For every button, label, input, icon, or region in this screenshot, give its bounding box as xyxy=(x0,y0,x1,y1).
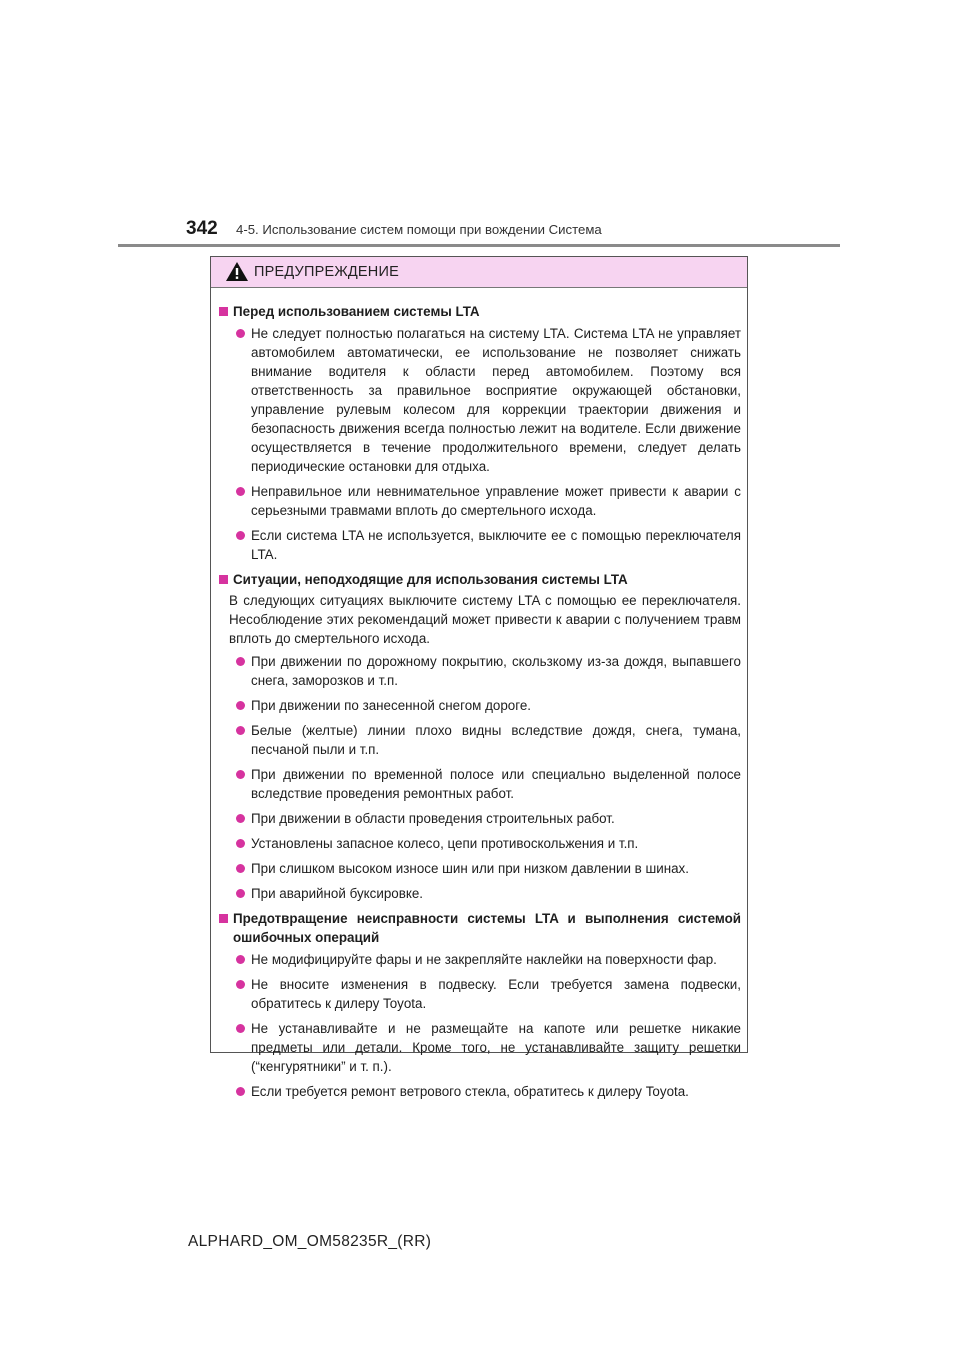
list-item xyxy=(236,809,741,828)
round-bullet-icon xyxy=(236,814,245,823)
round-bullet-icon xyxy=(236,531,245,540)
warning-section xyxy=(219,909,741,1101)
page-number: 342 xyxy=(186,218,218,239)
section-heading xyxy=(219,909,741,947)
list-item xyxy=(236,950,741,969)
list-item xyxy=(236,324,741,476)
list-item xyxy=(236,975,741,1013)
list-item xyxy=(236,652,741,690)
list-item-text: Если система LTA не используется, выключите ее с помощью переключателя LTA. xyxy=(251,528,741,562)
list-item xyxy=(236,721,741,759)
round-bullet-icon xyxy=(236,657,245,666)
warning-section xyxy=(219,570,741,903)
list-item-text: Не модифицируйте фары и не закрепляйте наклейки на поверхности фар. xyxy=(251,952,717,967)
round-bullet-icon xyxy=(236,864,245,873)
section-heading-text: Ситуации, неподходящие для использования системы LTA xyxy=(233,572,628,587)
list-item xyxy=(236,1082,741,1101)
square-bullet-icon xyxy=(219,575,228,584)
list-item xyxy=(236,526,741,564)
list-item-text: При движении по временной полосе или специально выделенной полосе вследствие проведения ремонтных работ. xyxy=(251,767,741,801)
round-bullet-icon xyxy=(236,955,245,964)
list-item-text: При движении по дорожному покрытию, скользкому из-за дождя, выпавшего снега, заморозков и т.п. xyxy=(251,654,741,688)
list-item xyxy=(236,1019,741,1076)
square-bullet-icon xyxy=(219,307,228,316)
warning-box xyxy=(210,256,748,1099)
page-header xyxy=(0,0,960,260)
list-item-text: При движении по занесенной снегом дороге. xyxy=(251,698,531,713)
list-item-text: Установлены запасное колесо, цепи противоскольжения и т.п. xyxy=(251,836,639,851)
round-bullet-icon xyxy=(236,1087,245,1096)
round-bullet-icon xyxy=(236,980,245,989)
list-item-text: Неправильное или невнимательное управление может привести к аварии с серьезными травмами вплоть до смертельного исхода. xyxy=(251,484,741,518)
list-item xyxy=(236,696,741,715)
list-item-text: При движении в области проведения строительных работ. xyxy=(251,811,615,826)
list-item xyxy=(236,859,741,878)
section-heading xyxy=(219,570,741,589)
warning-content xyxy=(211,288,747,1101)
list-item-text: Если требуется ремонт ветрового стекла, обратитесь к дилеру Toyota. xyxy=(251,1084,689,1099)
warning-triangle-icon xyxy=(225,261,249,282)
list-item xyxy=(236,884,741,903)
list-item xyxy=(236,765,741,803)
section-heading-text: Предотвращение неисправности системы LTA и выполнения системой ошибочных операций xyxy=(233,911,741,945)
list-item-text: Не следует полностью полагаться на систему LTA. Система LTA не управляет автомобилем автоматически, ее использование не позволяет снижать внимание водителя к области перед автомобилем. Поэтому вся ответственность за правильное восприятие окружающей обстановки, управление рулевым колесом для коррекции траектории движения и безопасность движения всегда полностью лежит на водителе. Если движение осуществляется в течение продолжительного времени, следует делать периодические остановки для отдыха. xyxy=(251,326,741,474)
list-item-text: При слишком высоком износе шин или при низком давлении в шинах. xyxy=(251,861,689,876)
list-item-text: Не вносите изменения в подвеску. Если требуется замена подвески, обратитесь к дилеру Toyota. xyxy=(251,977,741,1011)
warning-header xyxy=(211,257,747,288)
round-bullet-icon xyxy=(236,839,245,848)
document-id: ALPHARD_OM_OM58235R_(RR) xyxy=(188,1233,432,1250)
round-bullet-icon xyxy=(236,1024,245,1033)
square-bullet-icon xyxy=(219,914,228,923)
section-heading-text: Перед использованием системы LTA xyxy=(233,304,480,319)
round-bullet-icon xyxy=(236,889,245,898)
warning-title: ПРЕДУПРЕЖДЕНИЕ xyxy=(254,264,399,280)
list-item-text: Белые (желтые) линии плохо видны вследствие дождя, снега, тумана, песчаной пыли и т.п. xyxy=(251,723,741,757)
list-item xyxy=(236,834,741,853)
section-heading xyxy=(219,302,741,321)
warning-section xyxy=(219,302,741,564)
round-bullet-icon xyxy=(236,487,245,496)
list-item-text: При аварийной буксировке. xyxy=(251,886,424,901)
round-bullet-icon xyxy=(236,770,245,779)
section-intro: В следующих ситуациях выключите систему LTA с помощью ее переключателя. Несоблюдение этих рекомендаций может привести к аварии с получением травм вплоть до смертельного исхода. xyxy=(229,593,741,646)
list-item xyxy=(236,482,741,520)
header-divider xyxy=(118,244,840,247)
section-title: 4-5. Использование систем помощи при вождении Система xyxy=(236,222,602,237)
round-bullet-icon xyxy=(236,726,245,735)
round-bullet-icon xyxy=(236,701,245,710)
list-item-text: Не устанавливайте и не размещайте на капоте или решетке никакие предметы или детали. Кроме того, не устанавливайте защиту решетки (“кенгурятники” и т. п.). xyxy=(251,1021,741,1074)
round-bullet-icon xyxy=(236,329,245,338)
